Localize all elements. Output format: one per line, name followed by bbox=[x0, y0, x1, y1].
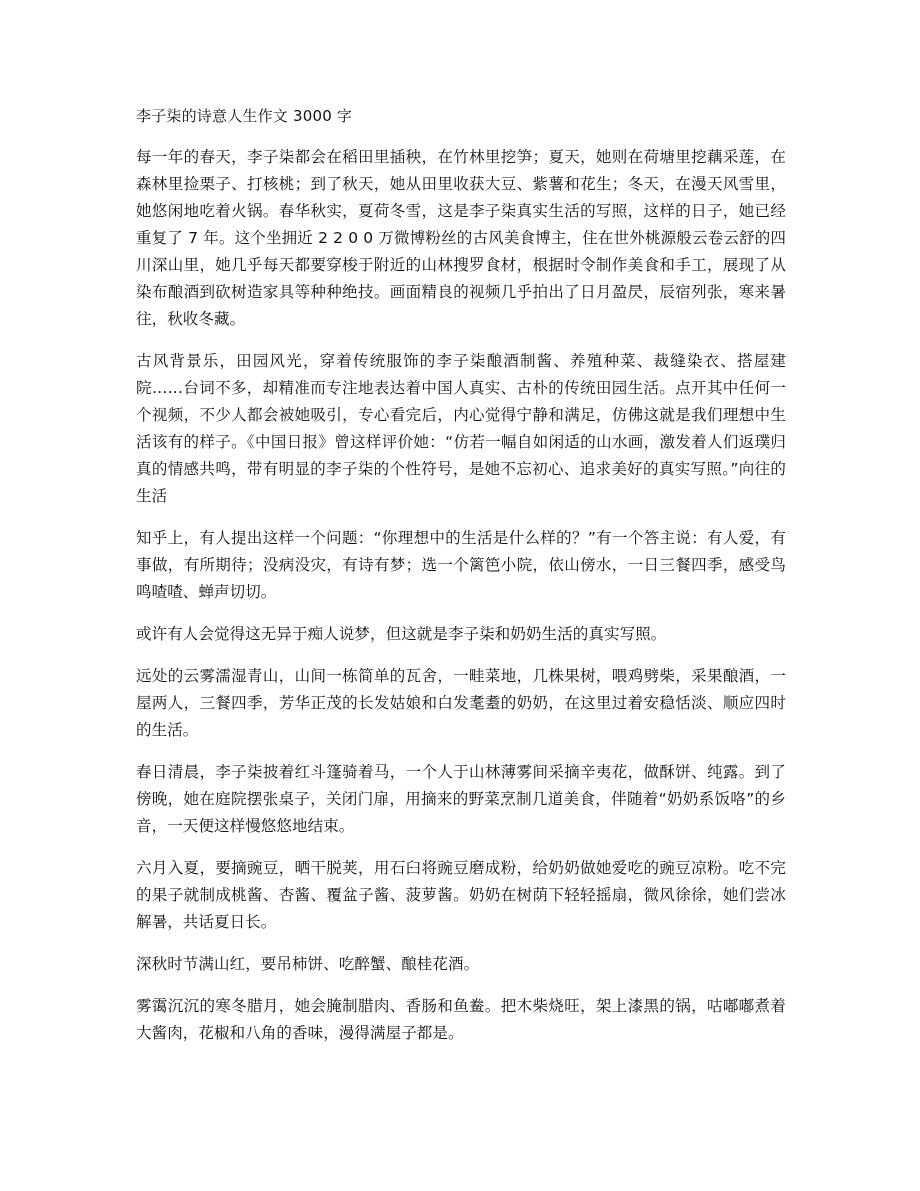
paragraph-spring-summer-autumn-winter: 每一年的春天，李子柒都会在稻田里插秧，在竹林里挖笋；夏天，她则在荷塘里挖藕采莲，在森林里捡栗子、打核桃；到了秋天，她从田里收获大豆、紫薯和花生；冬天，在漫天风雪里，她悠闲地吃着火锅。春华秋实，夏荷冬雪，这是李子柒真实生活的写照，这样的日子，她已经重复了 7 年。这个坐拥近 2 2 0 0 万微博粉丝的古风美食博主，住在世外桃源般云卷云舒的四川深山里，她几乎每天都要穿梭于附近的山林搜罗食材，根据时令制作美食和手工，展现了从染布酿酒到砍树造家具等种种绝技。画面精良的视频几乎拍出了日月盈昃，辰宿列张，寒来暑往，秋收冬藏。 bbox=[136, 148, 786, 328]
paragraph-daydream: 或许有人会觉得这无异于痴人说梦，但这就是李子柒和奶奶生活的真实写照。 bbox=[136, 625, 667, 643]
paragraph-late-autumn: 深秋时节满山红，要吊柿饼、吃醉蟹、酿桂花酒。 bbox=[136, 955, 480, 973]
paragraph-winter: 雾霭沉沉的寒冬腊月，她会腌制腊肉、香肠和鱼鲞。把木柴烧旺，架上漆黑的锅，咕嘟嘟煮着大酱肉，花椒和八角的香味，漫得满屋子都是。 bbox=[136, 997, 786, 1042]
paragraph-zhihu-question: 知乎上，有人提出这样一个问题：“你理想中的生活是什么样的？”有一个答主说：有人爱，有事做，有所期待；没病没灾，有诗有梦；选一个篱笆小院，依山傍水，一日三餐四季，感受鸟鸣喳喳、蝉声切切。 bbox=[136, 529, 786, 601]
document-page bbox=[136, 104, 786, 1062]
paragraph-ancient-style: 古风背景乐，田园风光，穿着传统服饰的李子柒酿酒制酱、养殖种菜、裁缝染衣、搭屋建院……台词不多，却精准而专注地表达着中国人真实、古朴的传统田园生活。点开其中任何一个视频，不少人都会被她吸引，专心看完后，内心觉得宁静和满足，仿佛这就是我们理想中生活该有的样子。《中国日报》曾这样评价她：“仿若一幅自如闲适的山水画，激发着人们返璞归真的情感共鸣，带有明显的李子柒的个性符号，是她不忘初心、追求美好的真实写照。”向往的生活 bbox=[136, 352, 786, 505]
paragraph-spring-morning: 春日清晨，李子柒披着红斗篷骑着马，一个人于山林薄雾间采摘辛夷花，做酥饼、纯露。到了傍晚，她在庭院摆张桌子，关闭门扉，用摘来的野菜烹制几道美食，伴随着“奶奶系饭咯”的乡音，一天便这样慢悠悠地结束。 bbox=[136, 763, 786, 835]
paragraph-mountain-home: 远处的云雾濡湿青山，山间一栋简单的瓦舍，一畦菜地，几株果树，喂鸡劈柴，采果酿酒，一屋两人，三餐四季，芳华正茂的长发姑娘和白发耄耋的奶奶，在这里过着安稳恬淡、顺应四时的生活。 bbox=[136, 667, 786, 739]
document-title: 李子柒的诗意人生作文 3000 字 bbox=[136, 107, 353, 125]
paragraph-june-summer: 六月入夏，要摘豌豆，晒干脱荚，用石臼将豌豆磨成粉，给奶奶做她爱吃的豌豆凉粉。吃不完的果子就制成桃酱、杏酱、覆盆子酱、菠萝酱。奶奶在树荫下轻轻摇扇，微风徐徐，她们尝冰解暑，共话夏日长。 bbox=[136, 859, 786, 931]
